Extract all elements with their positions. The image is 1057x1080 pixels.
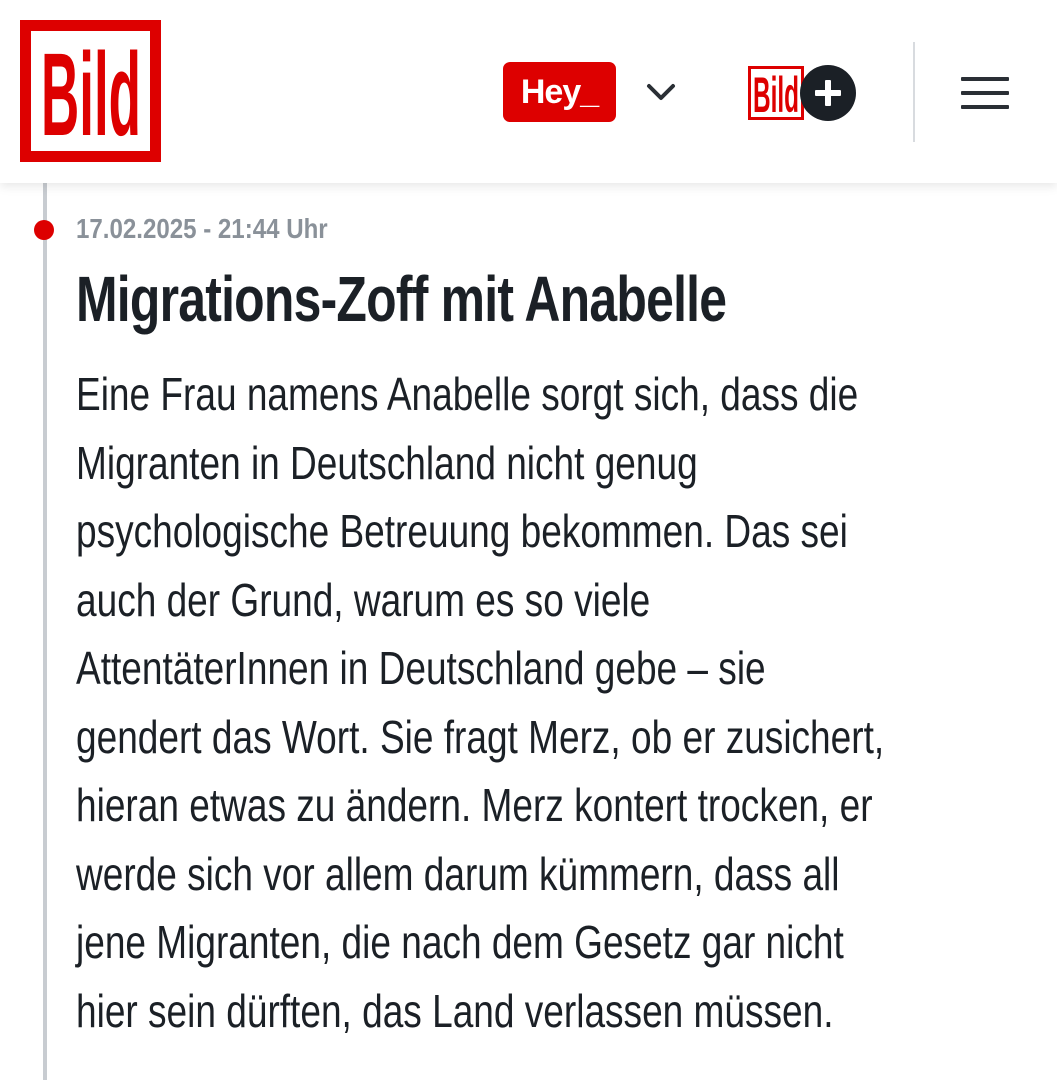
body-line: AttentäterInnen in Deutschland gebe – sie — [76, 642, 766, 694]
article-headline: Migrations-Zoff mit Anabelle — [76, 263, 727, 335]
bild-logo-wordmark — [39, 29, 143, 161]
bildplus-button[interactable] — [748, 64, 860, 122]
body-line: hieran etwas zu ändern. Merz kontert trocken, er — [76, 779, 873, 831]
body-line: Eine Frau namens Anabelle sorgt sich, dass die — [76, 368, 859, 420]
bild-logo[interactable] — [20, 20, 161, 162]
article-body — [76, 360, 1010, 1045]
body-line: jene Migranten, die nach dem Gesetz gar nicht — [76, 916, 844, 968]
hey-button[interactable]: Hey_ — [503, 62, 616, 122]
site-header — [0, 0, 1057, 183]
bild-logo-text: Bild — [40, 29, 141, 161]
bild-logo-inner — [31, 29, 150, 161]
body-line: Migranten in Deutschland nicht genug — [76, 436, 698, 489]
body-line: auch der Grund, warum es so viele — [76, 573, 651, 626]
header-divider — [913, 42, 915, 142]
timeline-line — [43, 183, 47, 1080]
body-line: werde sich vor allem darum kümmern, dass all — [76, 847, 840, 900]
body-line: psychologische Betreuung bekommen. Das sei — [76, 505, 848, 557]
timeline-dot — [34, 220, 54, 240]
article-timestamp: 17.02.2025 - 21:44 Uhr — [76, 213, 328, 244]
body-line: gendert das Wort. Sie fragt Merz, ob er zusichert, — [76, 710, 885, 763]
hamburger-menu-icon[interactable] — [961, 77, 1009, 109]
body-line: hier sein dürften, das Land verlassen müssen. — [76, 984, 834, 1037]
chevron-down-icon[interactable] — [641, 77, 681, 107]
bildplus-logo-text: Bild — [753, 67, 799, 123]
